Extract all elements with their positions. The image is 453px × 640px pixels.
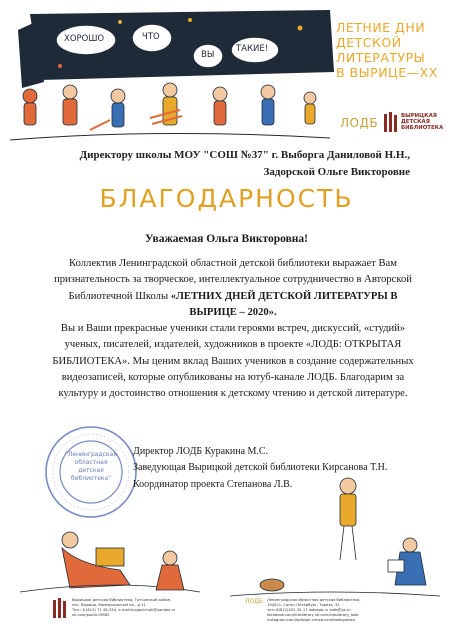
stamp-center [55,451,127,483]
library-logo-line: ВЫРИЦКАЯ [401,113,437,119]
festival-title-line: ЛЕТНИЕ ДНИ [336,20,426,35]
footer-left-text [72,598,175,618]
banner-word: ТАКИЕ! [236,44,269,54]
stamp-line: детская [78,467,104,474]
signature-line: Директор ЛОДБ Куракина М.С. [133,446,269,457]
footer-line: тел: 8(812)552-35-17 lodbspb.ru lodb@ya.ru [267,608,351,612]
paragraph-2: Вы и Ваши прекрасные ученики стали героями встреч, дискуссий, «студий» ученых, писателей, издателей, художников в проекте «ЛОДБ: ОТКРЫТАЯ БИБЛИОТЕКА». Мы ценим вклад Ваших учеников в создание содержательных видеозаписей, которые опубликованы на ютуб-канале ЛОДБ. Благодарим за культуру и достоинство отношения к детскому чтению и детской литературе. [52,323,414,400]
signature-line: Заведующая Вырицкой детской библиотеки Кирсанова Т.Н. [133,462,388,474]
footer-line: Ленинградская областная детская библиотека, [267,598,361,602]
lodb-logo: ЛОДБ [340,116,379,130]
library-logo-line: БИБЛИОТЕКА [401,125,444,131]
footer-right-text [267,598,361,623]
footer-line: 194021, Санкт-Петербург, Тореза, 32 [267,603,340,607]
footer-right [245,598,361,623]
library-logo-icon [384,112,398,132]
festival-title-line: ДЕТСКОЙ [336,35,402,50]
banner-words [0,0,330,80]
letter-body [48,256,418,403]
stamp-line: "Ленинградская [65,451,117,458]
salutation: Уважаемая Ольга Викторовна! [144,233,309,245]
library-logo-text [401,113,447,131]
footer-line: instagram.com/lodbspb vimeo.com/bookgarden [267,618,356,622]
paragraph-1-bold: «ЛЕТНИХ ДНЕЙ ДЕТСКОЙ ЛИТЕРАТУРЫ В ВЫРИЦЕ – 2020». [170,290,398,318]
document-title: БЛАГОДАРНОСТЬ [99,184,354,213]
banner-word: ХОРОШО [64,34,105,44]
festival-title-line: ЛИТЕРАТУРЫ [336,50,426,65]
festival-title-line: В ВЫРИЦЕ—XX [336,65,438,80]
footer-line: Вырицкая детская библиотека, Гатчинский район, [72,598,172,602]
addressee-line: Директору школы МОУ "СОШ №37" г. Выборга Даниловой Н.Н., [79,149,410,161]
footer-line: facebook.com/Kidslibrary vk.com/kidslibrary_lodb [267,613,359,617]
paragraph-1-text: Коллектив Ленинградской областной детской библиотеки выражает Вам признательность за творческое, интеллектуальное сотрудничество в Авторской Библиотечной Школы [54,258,412,302]
signatures [133,444,387,493]
paragraph-1 [48,256,418,321]
addressee [80,147,410,181]
festival-title [336,20,448,80]
footer-line: vk.com/public19882 [72,613,110,617]
signature-line: Координатор проекта Степанова Л.В. [133,478,293,490]
banner-word: ВЫ [201,50,215,60]
footer-left [52,598,175,618]
footer-line: Тел.: 8 (813) 71 48-334, e-mail:knigovichok@yandex.ru [72,608,176,612]
banner-word: ЧТО [142,32,160,42]
stamp-line: библиотека" [71,475,111,482]
lodb-footer-logo: ЛОДБ [245,598,264,605]
library-logo [384,112,447,132]
stamp-line: областная [74,459,108,466]
addressee-line: Задорской Ольге Викторовне [263,166,410,178]
library-logo-line: ДЕТСКАЯ [401,119,430,125]
footer-line: пос. Вырица, Коммунальный пр., д.11 [72,603,146,607]
footer [0,598,453,640]
library-footer-logo-icon [52,598,68,618]
